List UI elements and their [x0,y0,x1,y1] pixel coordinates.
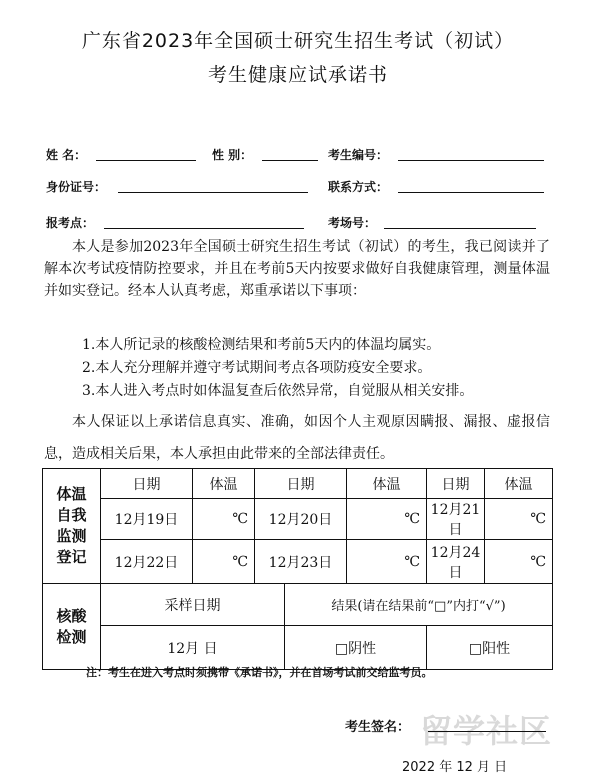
date-cell: 12月20日 [255,499,347,540]
intro-paragraph: 本人是参加2023年全国硕士研究生招生考试（初试）的考生，我已阅读并了解本次考试疫情防控要求，并且在考前5天内按要求做好自我健康管理，测量体温并如实登记。经本人认真考虑，郑重承诺以下事项： [44,239,550,299]
temp-cell[interactable]: ℃ [485,540,553,584]
name-input-line[interactable] [96,160,196,161]
temp-header: 体温 [193,469,255,499]
sample-date-value[interactable]: 12月 日 [101,626,285,670]
temp-header: 体温 [485,469,553,499]
contact-input-line[interactable] [398,192,544,193]
temp-cell[interactable]: ℃ [347,499,427,540]
date-header: 日期 [427,469,485,499]
pledge-paragraph: 本人保证以上承诺信息真实、准确，如因个人主观原因瞒报、漏报、虚报信息，造成相关后果，本人承担由此带来的全部法律责任。 [44,414,550,462]
document-title-line2: 考生健康应试承诺书 [207,64,388,86]
exam-room-input-line[interactable] [384,228,536,229]
id-number-label: 身份证号： [46,180,107,194]
date-cell: 12月23日 [255,540,347,584]
temp-cell[interactable]: ℃ [347,540,427,584]
sample-date-label: 采样日期 [101,584,285,626]
pledge-item-1: 1.本人所记录的核酸检测结果和考前5天内的体温均属实。 [82,337,441,353]
exam-site-label: 报考点： [46,216,95,230]
watermark: 留学社区 [420,712,553,750]
temp-cell[interactable]: ℃ [193,540,255,584]
signature-input-line[interactable] [428,731,546,732]
date-cell: 12月19日 [101,499,193,540]
pledge-item-3: 3.本人进入考点时如体温复查后依然异常，自觉服从相关安排。 [82,383,474,399]
temp-section-label: 体温自我监测登记 [43,469,101,584]
exam-number-input-line[interactable] [398,160,544,161]
positive-checkbox[interactable]: □阳性 [427,626,553,670]
date-header: 日期 [101,469,193,499]
gender-label: 性 别： [212,148,253,162]
date-header: 日期 [255,469,347,499]
temp-cell[interactable]: ℃ [193,499,255,540]
temp-cell[interactable]: ℃ [485,499,553,540]
test-section-label: 核酸检测 [43,584,101,670]
name-label: 姓 名： [46,148,87,162]
negative-checkbox[interactable]: □阴性 [285,626,427,670]
contact-label: 联系方式： [328,180,389,194]
exam-number-label: 考生编号： [328,148,389,162]
pledge-item-2: 2.本人充分理解并遵守考试期间考点各项防疫安全要求。 [82,360,432,376]
document-title-line1: 广东省2023年全国硕士研究生招生考试（初试） [81,30,515,52]
gender-input-line[interactable] [262,160,318,161]
exam-room-label: 考场号： [328,216,377,230]
footer-note: 注：考生在进入考点时须携带《承诺书》，并在首场考试前交给监考员。 [86,666,433,679]
temp-header: 体温 [347,469,427,499]
date-cell: 12月22日 [101,540,193,584]
signature-label: 考生签名： [345,720,411,735]
date-line: 2022 年 12 月 日 [402,760,508,775]
date-cell: 12月24日 [427,540,485,584]
health-record-table [42,468,553,670]
exam-site-input-line[interactable] [104,228,304,229]
date-cell: 12月21日 [427,499,485,540]
result-label: 结果(请在结果前“□”内打“√”) [285,584,553,626]
id-number-input-line[interactable] [118,192,308,193]
